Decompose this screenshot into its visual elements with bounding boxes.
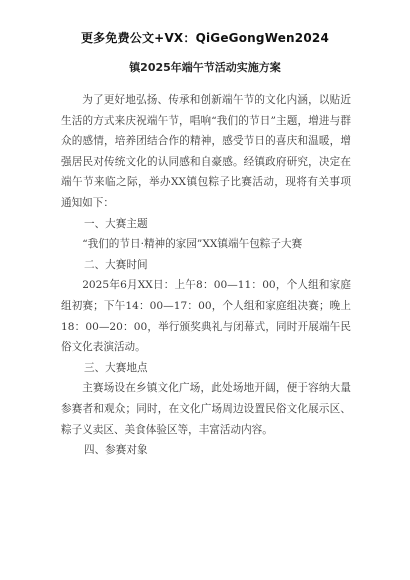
section-heading-location: 三、大赛地点 [84, 361, 148, 374]
section-content-location: 主赛场设在乡镇文化广场，此处场地开阔，便于容纳大量参赛者和观众；同时，在文化广场周边设置民俗文化展示区、粽子义卖区、美食体验区等，丰富活动内容。 [61, 382, 351, 436]
promo-banner: 更多免费公文+VX：QiGeGongWen2024 [80, 31, 329, 45]
document-title: 镇2025年端午节活动实施方案 [129, 61, 281, 74]
section-content-time: 2025年6月XX日：上午8：00—11：00，个人组和家庭组初赛；下午14：00—17：00，个人组和家庭组决赛；晚上18：00—20：00，举行颁奖典礼与闭幕式，同时开展端午民俗文化表演活动。 [61, 279, 351, 354]
section-heading-theme: 一、大赛主题 [84, 217, 148, 230]
document-body [61, 90, 351, 461]
section-heading-time: 二、大赛时间 [84, 258, 148, 271]
intro-paragraph: 为了更好地弘扬、传承和创新端午节的文化内涵，以贴近生活的方式来庆祝端午节，唱响“我们的节日”主题，增进与群众的感情，培养团结合作的精神，感受节日的喜庆和温暖，增强居民对传统文化的认同感和自豪感。经镇政府研究，决定在端午节来临之际，举办XX镇包粽子比赛活动，现将有关事项通知如下： [61, 94, 351, 209]
section-heading-participants: 四、参赛对象 [84, 444, 148, 457]
section-content-theme: “我们的节日·精神的家园”XX镇端午包粽子大赛 [82, 238, 303, 251]
